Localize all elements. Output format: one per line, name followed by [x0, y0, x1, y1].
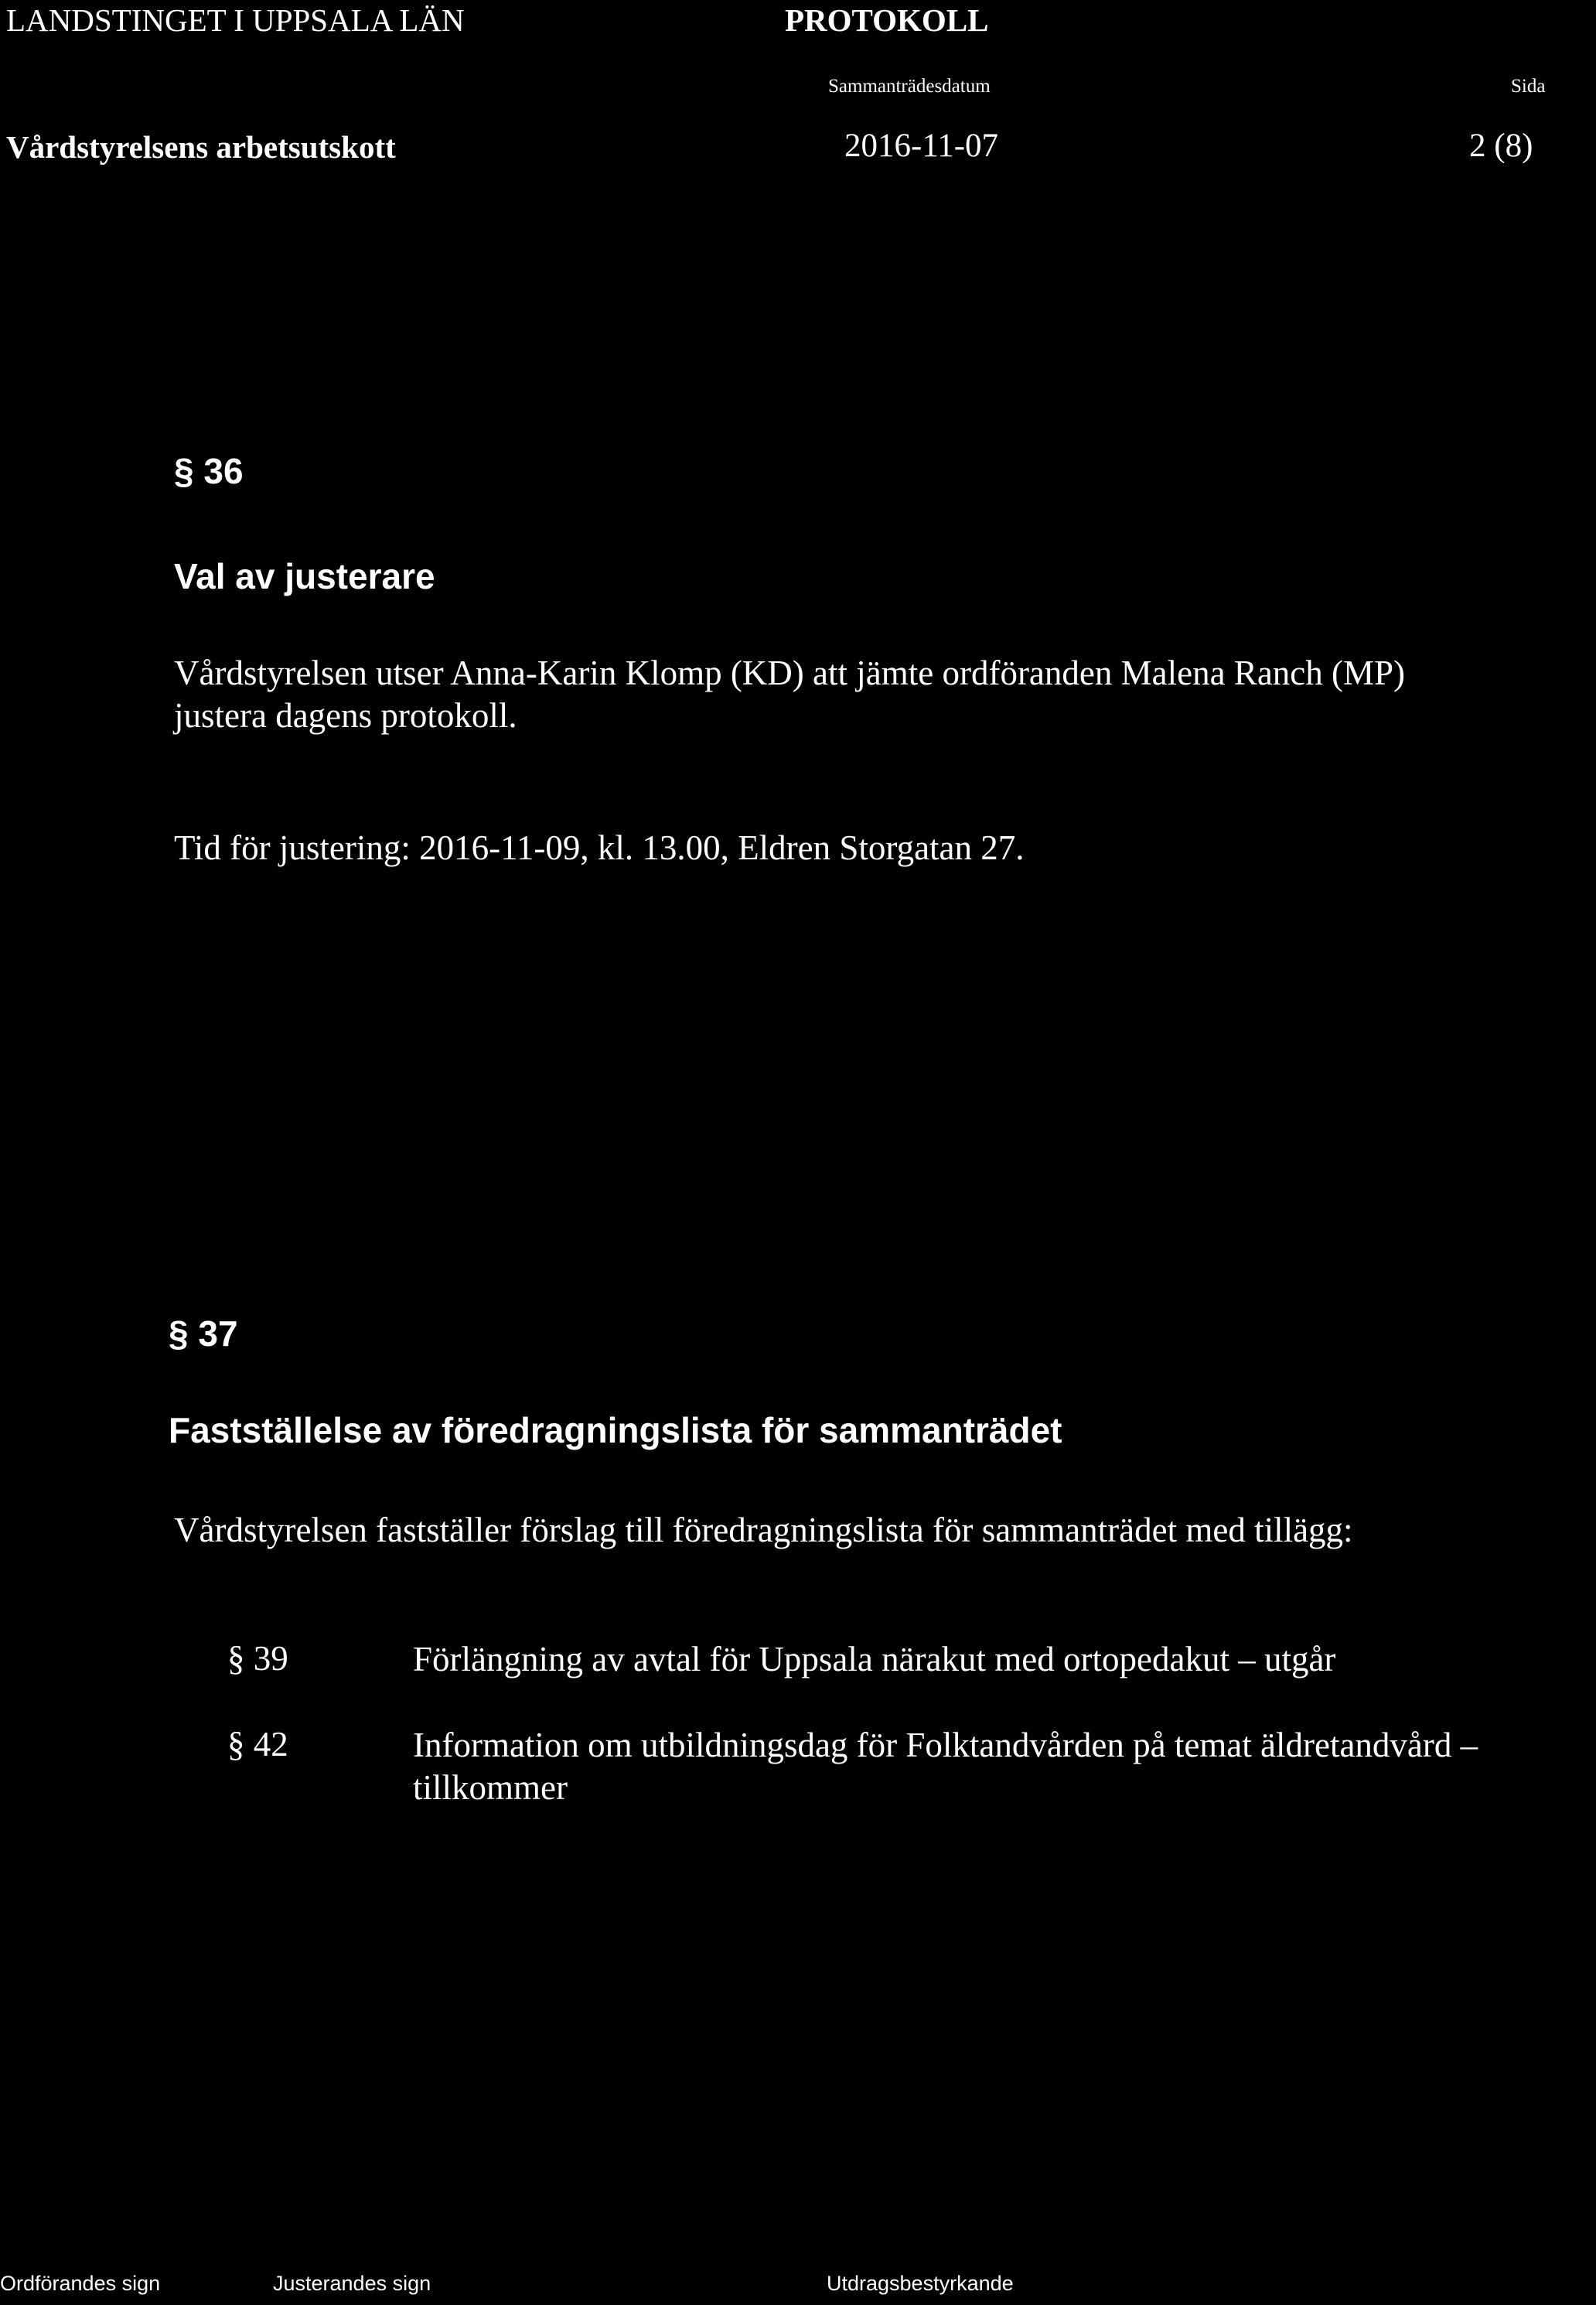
date-label: Sammanträdesdatum	[828, 76, 991, 97]
paragraph-line: Vårdstyrelsen utser Anna-Karin Klomp (KD) att jämte ordföranden Malena Ranch (MP)	[174, 654, 1406, 692]
page-number: 2 (8)	[1469, 128, 1533, 164]
section-paragraph: Vårdstyrelsen fastställer förslag till föredragningslista för sammanträdet med tillägg:	[174, 1511, 1353, 1549]
paragraph-line: justera dagens protokoll.	[174, 696, 517, 735]
item-number: § 42	[227, 1725, 288, 1764]
adjuster-signature-label: Justerandes sign	[273, 2272, 431, 2295]
organization-name: LANDSTINGET I UPPSALA LÄN	[6, 2, 465, 38]
chair-signature-label: Ordförandes sign	[0, 2272, 161, 2295]
item-text	[413, 1724, 1478, 1809]
item-text: Förlängning av avtal för Uppsala närakut med ortopedakut – utgår	[413, 1640, 1336, 1678]
extract-certification-label: Utdragsbestyrkande	[827, 2272, 1014, 2295]
section-paragraph	[174, 652, 1405, 737]
item-text-line: tillkommer	[413, 1768, 568, 1807]
committee-name: Vårdstyrelsens arbetsutskott	[6, 129, 396, 165]
item-text-line: Information om utbildningsdag för Folktandvården på temat äldretandvård –	[413, 1726, 1478, 1764]
item-number: § 39	[227, 1639, 288, 1678]
section-title: Fastställelse av föredragningslista för sammanträdet	[169, 1410, 1062, 1450]
document-type: PROTOKOLL	[785, 2, 989, 38]
section-number: § 37	[169, 1313, 238, 1354]
section-number: § 36	[174, 451, 244, 491]
meeting-date: 2016-11-07	[844, 128, 999, 164]
section-title: Val av justerare	[174, 556, 435, 596]
page-label: Sida	[1511, 76, 1546, 97]
section-paragraph: Tid för justering: 2016-11-09, kl. 13.00, Eldren Storgatan 27.	[174, 828, 1025, 867]
